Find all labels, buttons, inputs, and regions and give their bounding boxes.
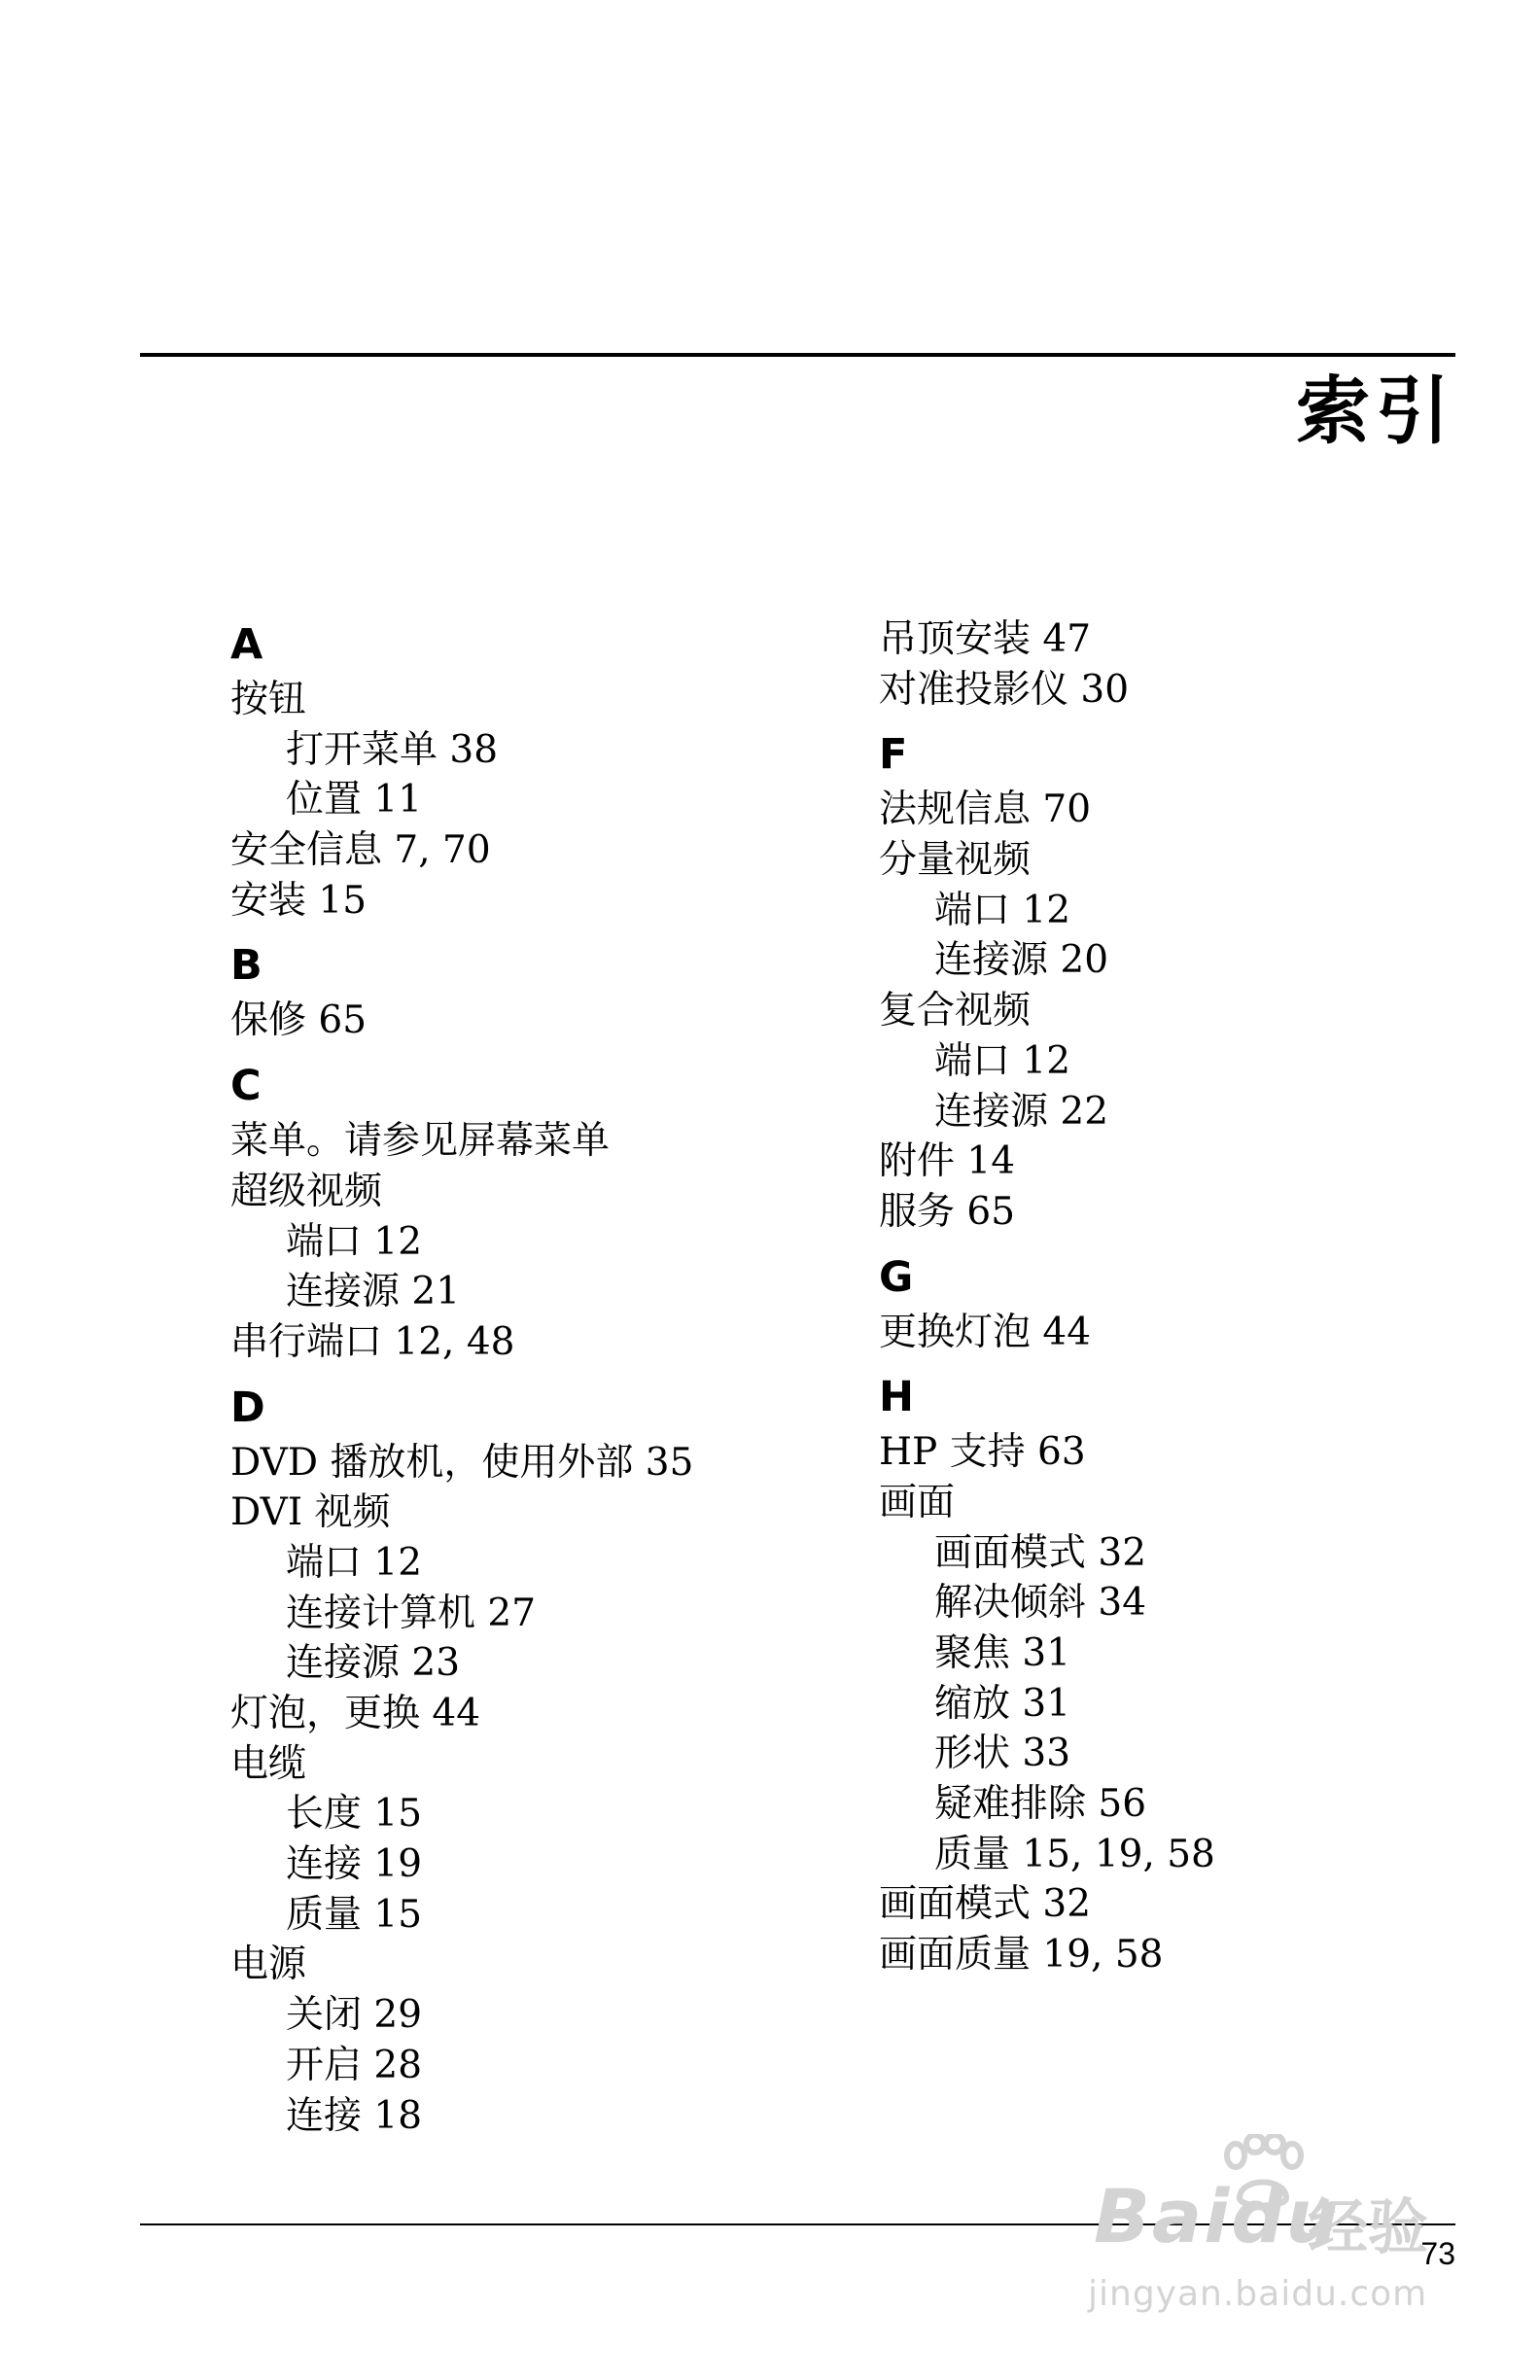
index-entry: 电源 [230, 1942, 307, 1987]
index-entry: 超级视频 [230, 1169, 383, 1213]
index-entry: 更换灯泡 44 [879, 1310, 1092, 1354]
index-subentry: 疑难排除 56 [934, 1782, 1147, 1827]
index-subentry: 打开菜单 38 [286, 727, 499, 772]
index-entry: 服务 65 [879, 1189, 1016, 1234]
index-entry: 安全信息 7, 70 [230, 828, 491, 873]
index-entry: 电缆 [230, 1741, 307, 1786]
index-letter-heading: H [879, 1373, 914, 1422]
index-letter-heading: F [879, 730, 908, 780]
index-subentry: 关闭 29 [286, 1993, 423, 2038]
index-subentry: 连接源 22 [934, 1089, 1109, 1134]
index-entry: DVI 视频 [230, 1490, 391, 1535]
index-subentry: 长度 15 [286, 1792, 423, 1837]
index-entry: 附件 14 [879, 1139, 1016, 1184]
index-entry: 安装 15 [230, 878, 368, 923]
index-entry: 画面质量 19, 58 [879, 1933, 1164, 1978]
index-letter-heading: A [230, 620, 263, 669]
watermark-url: jingyan.baidu.com [1088, 2274, 1428, 2314]
index-entry: 法规信息 70 [879, 788, 1092, 832]
index-subentry: 端口 12 [286, 1219, 423, 1264]
index-subentry: 连接源 21 [286, 1270, 461, 1314]
index-subentry: 缩放 31 [934, 1681, 1071, 1726]
index-column-left [230, 614, 833, 2141]
index-entry: 画面 [879, 1480, 956, 1524]
index-entry: 灯泡，更换 44 [230, 1692, 481, 1735]
index-subentry: 开启 28 [286, 2043, 423, 2087]
index-subentry: 连接源 20 [934, 938, 1109, 983]
index-entry: 按钮 [230, 678, 307, 721]
index-letter-heading: C [230, 1062, 262, 1111]
index-letter-heading: B [230, 941, 262, 991]
index-entry: 串行端口 12, 48 [230, 1319, 515, 1364]
index-subentry: 聚焦 31 [934, 1631, 1071, 1675]
index-entry: 复合视频 [879, 989, 1032, 1033]
index-letter-heading: D [230, 1382, 265, 1432]
index-entry: 对准投影仪 30 [879, 667, 1130, 712]
index-entry: HP 支持 63 [879, 1430, 1086, 1475]
index-entry: 吊顶安装 47 [879, 617, 1092, 661]
index-subentry: 端口 12 [286, 1540, 423, 1585]
top-rule [140, 353, 1455, 357]
page-number: 73 [1420, 2236, 1455, 2271]
index-subentry: 连接源 23 [286, 1641, 461, 1686]
watermark-brand-cn: 经验 [1308, 2191, 1429, 2262]
index-entry: 保修 65 [230, 998, 368, 1043]
index-entry: DVD 播放机，使用外部 35 [230, 1440, 694, 1485]
index-subentry: 形状 33 [934, 1732, 1071, 1776]
page-title: 索引 [1296, 368, 1455, 454]
index-subentry: 连接 19 [286, 1842, 423, 1887]
index-subentry: 连接 18 [286, 2093, 423, 2138]
index-entry: 画面模式 32 [879, 1882, 1092, 1927]
watermark-brand: Baidu [1094, 2173, 1341, 2259]
index-subentry: 质量 15, 19, 58 [934, 1832, 1215, 1876]
index-subentry: 端口 12 [934, 1038, 1071, 1083]
baidu-watermark [1084, 2134, 1453, 2338]
index-letter-heading: G [879, 1252, 914, 1302]
index-subentry: 位置 11 [286, 778, 423, 822]
index-entry: 菜单。请参见屏幕菜单 [230, 1119, 611, 1164]
index-subentry: 连接计算机 27 [286, 1591, 537, 1635]
index-entry: 分量视频 [879, 838, 1032, 883]
index-column-right [879, 614, 1462, 1980]
index-subentry: 质量 15 [286, 1892, 423, 1937]
index-subentry: 端口 12 [934, 888, 1071, 932]
index-subentry: 画面模式 32 [934, 1530, 1147, 1575]
index-subentry: 解决倾斜 34 [934, 1581, 1147, 1626]
